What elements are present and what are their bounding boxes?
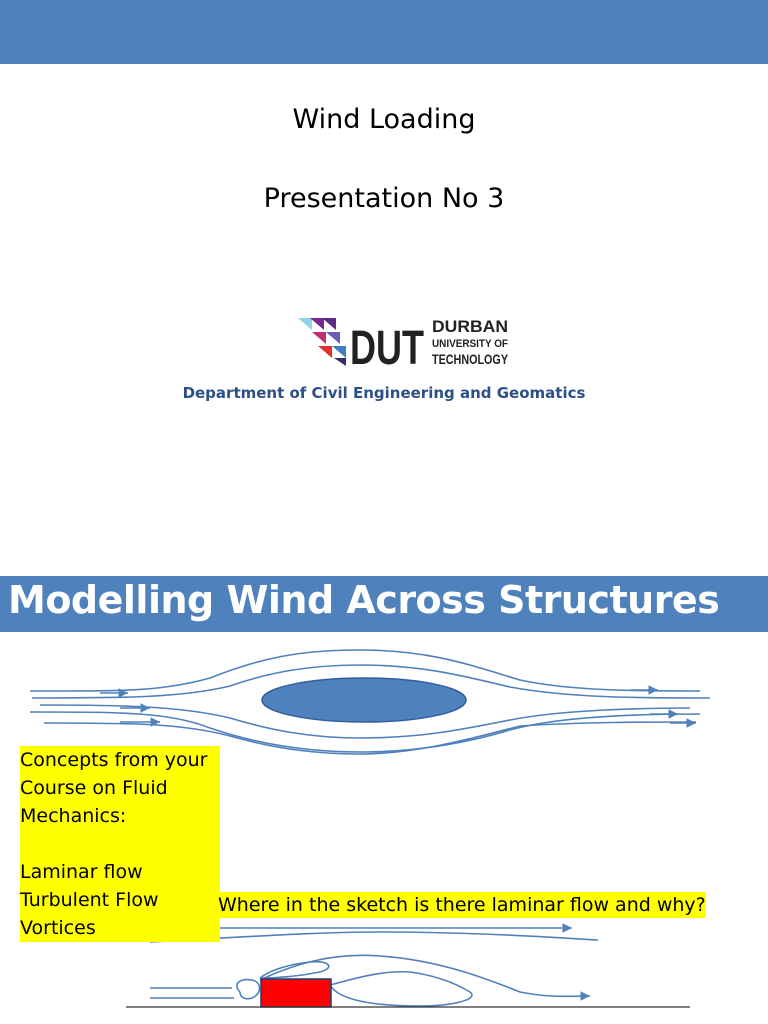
concept-line: Laminar flow bbox=[20, 861, 143, 883]
building-block bbox=[261, 979, 331, 1007]
header-band bbox=[0, 0, 768, 64]
slide-title: Modelling Wind Across Structures bbox=[8, 578, 720, 622]
department-name: Department of Civil Engineering and Geomatics bbox=[182, 384, 586, 402]
dut-logo bbox=[296, 316, 516, 375]
obstacle-ellipse bbox=[262, 678, 466, 722]
concept-line: Vortices bbox=[20, 917, 96, 939]
concept-line: Concepts from your bbox=[20, 749, 208, 771]
logo-line-3: TECHNOLOGY bbox=[432, 351, 509, 367]
concepts-list bbox=[20, 746, 220, 942]
presentation-title: Wind Loading bbox=[292, 104, 476, 135]
question-text: Where in the sketch is there laminar flow and why? bbox=[218, 894, 706, 916]
concept-line: Course on Fluid bbox=[20, 777, 168, 799]
logo-line-1: DURBAN bbox=[432, 317, 508, 336]
concept-line: Turbulent Flow bbox=[20, 889, 159, 911]
concept-line: Mechanics: bbox=[20, 805, 127, 827]
logo-line-2: UNIVERSITY OF bbox=[432, 338, 509, 350]
presentation-subtitle: Presentation No 3 bbox=[263, 183, 505, 214]
content-slide bbox=[0, 540, 768, 1024]
logo-mark-text: DUT bbox=[350, 322, 424, 375]
